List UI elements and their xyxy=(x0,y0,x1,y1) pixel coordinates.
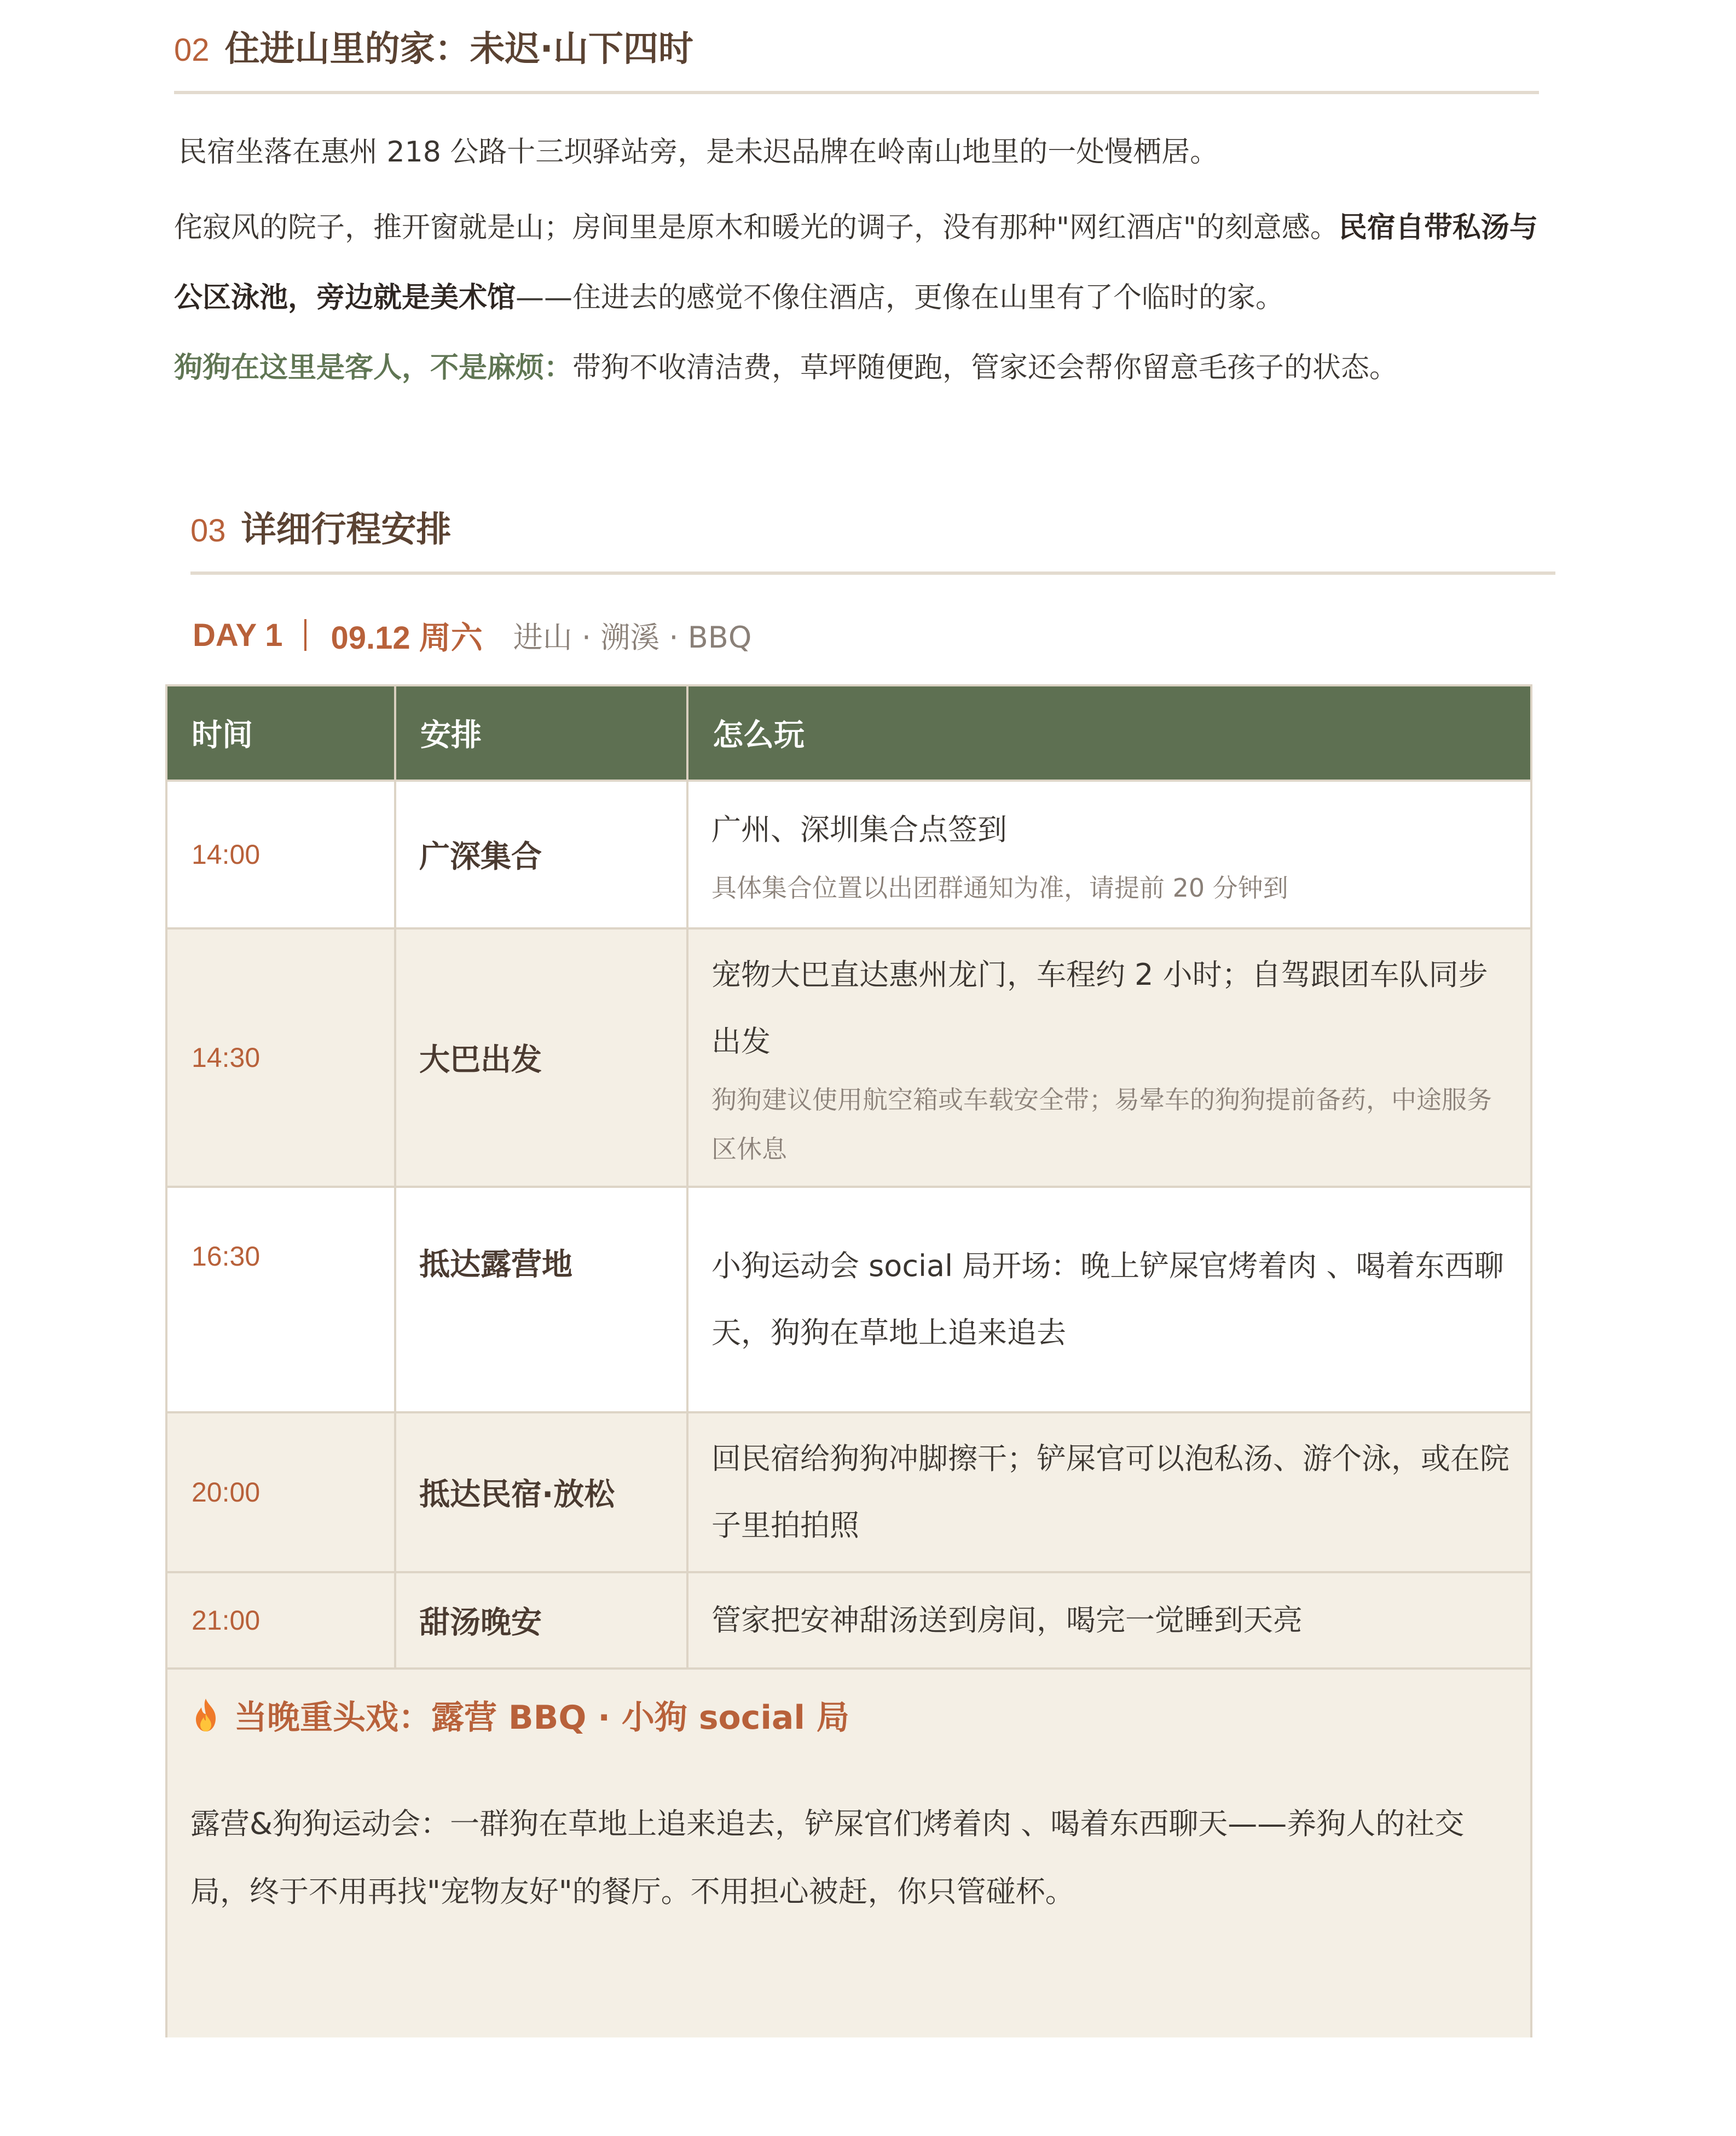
row-activity: 甜汤晚安 xyxy=(396,1573,688,1667)
highlight-title-row xyxy=(190,1692,849,1739)
day-tags: 进山 · 溯溪 · BBQ xyxy=(513,620,752,655)
intro-text: 民宿坐落在惠州 218 公路十三坝驿站旁，是未迟品牌在岭南山地里的一处慢栖居。 xyxy=(178,136,1219,169)
detail-main: 宠物大巴直达惠州龙门，车程约 2 小时；自驾跟团车队同步出发 xyxy=(711,957,1488,1059)
detail-main: 小狗运动会 social 局开场：晚上铲屎官烤着肉 、喝着东西聊天，狗狗在草地上追来追去 xyxy=(711,1249,1504,1350)
row-time: 21:00 xyxy=(167,1573,396,1667)
description-text: 侘寂风的院子，推开窗就是山；房间里是原木和暖光的调子，没有那种"网红酒店"的刻意感。 xyxy=(174,211,1339,244)
row-time: 20:00 xyxy=(167,1413,396,1571)
row-activity: 大巴出发 xyxy=(396,930,688,1186)
row-detail xyxy=(688,1573,1530,1667)
section-03-heading xyxy=(190,501,452,552)
section-divider xyxy=(174,91,1539,94)
table-row xyxy=(167,780,1530,927)
detail-note: 狗狗建议使用航空箱或车载安全带；易晕车的狗狗提前备药，中途服务区休息 xyxy=(711,1085,1492,1164)
highlight-body: 露营&狗狗运动会：一群狗在草地上追来追去，铲屎官们烤着肉 、喝着东西聊天——养狗人的社交局，终于不用再找"宠物友好"的餐厅。不用担心被赶，你只管碰杯。 xyxy=(190,1806,1465,1909)
section-divider xyxy=(190,571,1555,575)
header-activity: 安排 xyxy=(396,686,688,780)
highlight-title: 当晚重头戏：露营 BBQ · 小狗 social 局 xyxy=(234,1699,849,1737)
pet-policy-lead: 狗狗在这里是客人，不是麻烦： xyxy=(174,351,573,384)
table-header xyxy=(167,686,1530,780)
row-activity: 抵达民宿·放松 xyxy=(396,1413,688,1571)
description-paragraph xyxy=(174,193,1542,333)
row-time: 16:30 xyxy=(167,1188,396,1411)
detail-main: 管家把安神甜汤送到房间，喝完一觉睡到天亮 xyxy=(711,1603,1303,1637)
section-number: 03 xyxy=(190,513,226,549)
row-detail xyxy=(688,1188,1530,1411)
table-row xyxy=(167,927,1530,1186)
description-text-end: ——住进去的感觉不像住酒店，更像在山里有了个临时的家。 xyxy=(516,281,1284,314)
fire-icon xyxy=(190,1698,221,1733)
itinerary-table xyxy=(165,684,1532,2037)
highlight-text: 民宿自带私汤与公区泳池，旁边就是美术馆 xyxy=(174,211,1538,314)
row-time: 14:00 xyxy=(167,782,396,927)
pet-policy-text: 带狗不收清洁费，草坪随便跑，管家还会帮你留意毛孩子的状态。 xyxy=(572,351,1398,384)
pet-policy-paragraph xyxy=(174,333,1542,403)
header-detail: 怎么玩 xyxy=(713,718,805,753)
row-detail xyxy=(688,930,1530,1186)
table-row xyxy=(167,1571,1530,1667)
day-label: DAY 1 xyxy=(193,617,283,653)
row-activity: 抵达露营地 xyxy=(396,1188,688,1411)
day-header xyxy=(193,613,751,657)
day-separator xyxy=(304,619,306,651)
row-time: 14:30 xyxy=(167,930,396,1186)
detail-note: 具体集合位置以出团群通知为准，请提前 20 分钟到 xyxy=(711,873,1288,903)
intro-paragraph xyxy=(178,117,1547,187)
row-activity: 广深集合 xyxy=(396,782,688,927)
section-title: 住进山里的家：未迟·山下四时 xyxy=(224,29,693,70)
table-row xyxy=(167,1186,1530,1411)
detail-main: 回民宿给狗狗冲脚擦干；铲屎官可以泡私汤、游个泳，或在院子里拍拍照 xyxy=(711,1441,1509,1543)
evening-highlight xyxy=(167,1667,1530,2037)
header-time: 时间 xyxy=(167,686,396,780)
detail-main: 广州、深圳集合点签到 xyxy=(711,812,1007,847)
day-date: 09.12 周六 xyxy=(331,620,483,656)
section-02-heading xyxy=(174,21,693,71)
row-detail xyxy=(688,782,1530,927)
table-row xyxy=(167,1411,1530,1571)
section-number: 02 xyxy=(174,32,210,68)
row-detail xyxy=(688,1413,1530,1571)
section-title: 详细行程安排 xyxy=(241,510,452,550)
